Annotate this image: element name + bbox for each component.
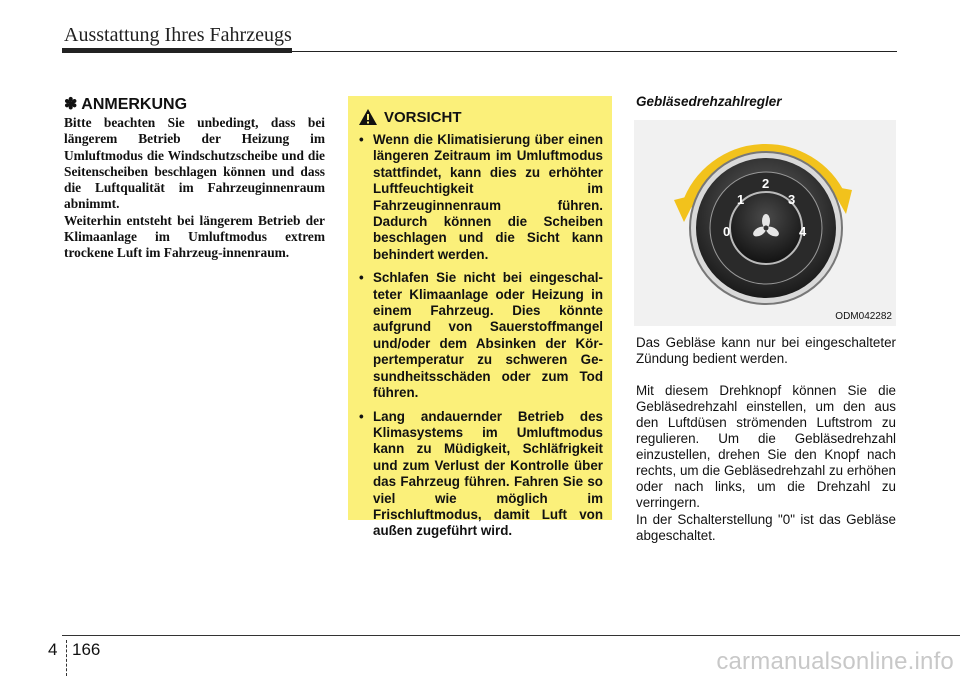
chapter-number: 4: [48, 640, 58, 659]
caution-title: VORSICHT: [384, 108, 462, 126]
page-number: 166: [72, 640, 101, 659]
footer-rule: [62, 635, 960, 636]
caution-header: [358, 108, 603, 126]
body-paragraph-2: Mit diesem Drehknopf können Sie die Gebläsedrehzahl einstellen, um den aus den Luftdüsen strömenden Luftstrom zu regulieren. Um die Gebläsedrehzahl einzustellen, drehen Sie den Knopf nach rechts, um die Gebläsedrehzahl zu erhöhen oder nach links, um die Drehzahl zu verringern.: [636, 383, 896, 510]
caution-box: [348, 96, 612, 539]
knob-number-1: 1: [737, 192, 745, 207]
caution-item: • Lang andauernder Betrieb des Klimasystems im Umluftmodus kann zu Müdigkeit, Schläfrigkeit und zum Verlust der Kontrolle über das Fahrzeug führen. Fahren Sie so viel wie möglich im Frischluftmodus, damit Luft von außen zugeführt wird.: [358, 409, 603, 540]
watermark: carmanualsonline.info: [716, 648, 954, 675]
knob-number-4: 4: [799, 224, 807, 239]
caution-item: • Schlafen Sie nicht bei eingeschal-teter Klimaanlage oder Heizung in einem Fahrzeug. Dies könnte aufgrund von Sauerstoffmangel und/oder dem Absinken der Kör-pertemperatur zu schweren Ge-sundheitsschäden oder zum Tod führen.: [358, 270, 603, 401]
caution-item: • Wenn die Klimatisierung über einen längeren Zeitraum im Umluftmodus stattfindet, kann dies zu erhöhter Luftfeuchtigkeit im Fahrzeuginnenraum führen. Dadurch können die Scheiben beschlagen und die Sicht kann behindert werden.: [358, 132, 603, 263]
knob-number-2: 2: [762, 176, 770, 191]
caution-list: [358, 132, 603, 540]
section-title: Gebläsedrehzahlregler: [636, 94, 782, 109]
note-paragraph-1: Bitte beachten Sie unbedingt, dass bei längerem Betrieb der Heizung im Umluftmodus die Windschutzscheibe und die Seitenscheiben beschlagen können und dass die Luftqualität im Fahrzeuginnenraum abnimmt.: [64, 115, 325, 212]
note-title: ✽ ANMERKUNG: [64, 96, 188, 113]
blower-knob-illustration: [634, 120, 896, 326]
note-paragraph-2: Weiterhin entsteht bei längerem Betrieb der Klimaanlage im Umluftmodus extrem trockene Luft im Fahrzeug-innenraum.: [64, 212, 325, 261]
knob-number-3: 3: [788, 192, 796, 207]
body-paragraph-3: In der Schalterstellung "0" ist das Gebläse abgeschaltet.: [636, 512, 896, 543]
header-rule: [62, 51, 897, 52]
blower-knob-figure: [634, 120, 896, 326]
warning-triangle-icon: [358, 108, 378, 126]
figure-caption: ODM042282: [835, 311, 892, 322]
note-body: [64, 115, 325, 262]
running-header: Ausstattung Ihres Fahrzeugs: [64, 24, 292, 46]
footer-divider: [66, 640, 67, 676]
body-paragraph-1: Das Gebläse kann nur bei eingeschalteter Zündung bedient werden.: [636, 335, 896, 366]
knob-number-0: 0: [723, 224, 731, 239]
